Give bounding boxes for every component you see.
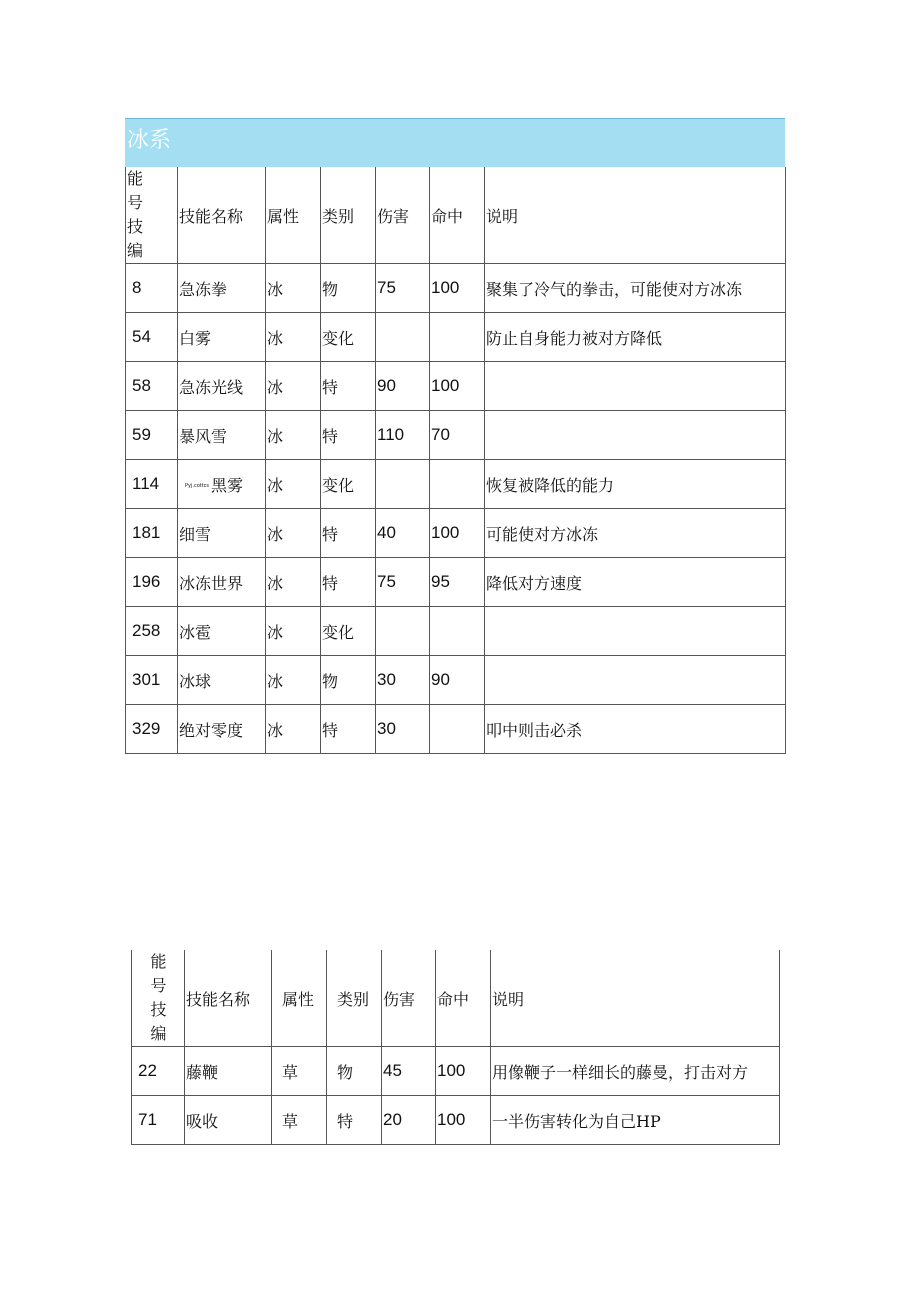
skill-category: 特 — [321, 362, 376, 411]
skill-description — [485, 656, 786, 705]
table-row — [126, 460, 786, 509]
skill-damage: 30 — [376, 705, 430, 754]
table-row — [126, 264, 786, 313]
header-description: 说明 — [491, 950, 780, 1047]
skill-damage — [376, 460, 430, 509]
skill-name: 急冻拳 — [178, 264, 266, 313]
skill-name: 冰球 — [178, 656, 266, 705]
skill-number: 71 — [132, 1096, 185, 1145]
header-attribute: 属性 — [272, 950, 327, 1047]
skill-name: 冰冻世界 — [178, 558, 266, 607]
skill-description: 一半伤害转化为自己HP — [491, 1096, 780, 1145]
skill-category: 变化 — [321, 460, 376, 509]
table-row — [126, 705, 786, 754]
skill-description — [485, 362, 786, 411]
header-skill-number: 能 号 技 编 — [126, 167, 178, 264]
skill-number: 58 — [126, 362, 178, 411]
skill-accuracy: 100 — [436, 1047, 491, 1096]
skill-name: 白雾 — [178, 313, 266, 362]
skill-attribute: 冰 — [266, 607, 321, 656]
skill-number: 196 — [126, 558, 178, 607]
header-category: 类别 — [327, 950, 382, 1047]
skill-category: 物 — [321, 656, 376, 705]
skill-accuracy: 100 — [430, 264, 485, 313]
skill-damage — [376, 313, 430, 362]
skill-accuracy — [430, 460, 485, 509]
skill-number: 54 — [126, 313, 178, 362]
skill-name: 藤鞭 — [185, 1047, 272, 1096]
skill-name-prefix: Pyj.cottcs — [185, 483, 210, 489]
skill-number: 59 — [126, 411, 178, 460]
skill-description: 用像鞭子一样细长的藤曼，打击对方 — [491, 1047, 780, 1096]
skill-attribute: 冰 — [266, 509, 321, 558]
skill-damage: 45 — [382, 1047, 436, 1096]
table-banner: 冰系 — [125, 118, 785, 167]
skill-accuracy: 100 — [430, 362, 485, 411]
skill-description: 聚集了冷气的拳击，可能使对方冰冻 — [485, 264, 786, 313]
skill-number: 114 — [126, 460, 178, 509]
skill-attribute: 草 — [272, 1047, 327, 1096]
skill-name: 暴风雪 — [178, 411, 266, 460]
skill-attribute: 冰 — [266, 264, 321, 313]
skill-attribute: 冰 — [266, 656, 321, 705]
table-row — [126, 656, 786, 705]
skill-name: 细雪 — [178, 509, 266, 558]
table-row — [132, 1096, 780, 1145]
skill-number: 258 — [126, 607, 178, 656]
skill-attribute: 冰 — [266, 558, 321, 607]
skill-accuracy: 100 — [430, 509, 485, 558]
skill-accuracy — [430, 607, 485, 656]
skill-damage: 75 — [376, 264, 430, 313]
skill-accuracy — [430, 313, 485, 362]
skill-accuracy: 95 — [430, 558, 485, 607]
skill-description: 降低对方速度 — [485, 558, 786, 607]
skill-accuracy: 100 — [436, 1096, 491, 1145]
skill-damage: 90 — [376, 362, 430, 411]
header-skill-number: 能 号 技 编 — [132, 950, 185, 1047]
skill-damage: 20 — [382, 1096, 436, 1145]
skill-damage — [376, 607, 430, 656]
table-row — [126, 607, 786, 656]
skill-attribute: 草 — [272, 1096, 327, 1145]
header-description: 说明 — [485, 167, 786, 264]
skill-table-grid — [131, 950, 780, 1145]
skill-name: 吸收 — [185, 1096, 272, 1145]
skill-number: 8 — [126, 264, 178, 313]
table-header-row — [126, 167, 786, 264]
skill-name: 急冻光线 — [178, 362, 266, 411]
skill-description: 恢复被降低的能力 — [485, 460, 786, 509]
skill-number: 329 — [126, 705, 178, 754]
skill-damage: 30 — [376, 656, 430, 705]
header-accuracy: 命中 — [436, 950, 491, 1047]
skill-description: 可能使对方冰冻 — [485, 509, 786, 558]
skill-damage: 75 — [376, 558, 430, 607]
skill-name-text: 黑雾 — [211, 475, 244, 495]
table-row — [126, 509, 786, 558]
skill-attribute: 冰 — [266, 313, 321, 362]
header-accuracy: 命中 — [430, 167, 485, 264]
skill-category: 变化 — [321, 607, 376, 656]
skill-category: 特 — [321, 411, 376, 460]
skill-description: 防止自身能力被对方降低 — [485, 313, 786, 362]
skill-name: 冰雹 — [178, 607, 266, 656]
skill-name — [178, 460, 266, 509]
skill-category: 特 — [321, 705, 376, 754]
skill-accuracy: 90 — [430, 656, 485, 705]
header-skill-name: 技能名称 — [178, 167, 266, 264]
table-row — [132, 1047, 780, 1096]
skill-attribute: 冰 — [266, 411, 321, 460]
table-row — [126, 313, 786, 362]
skill-category: 物 — [321, 264, 376, 313]
skill-number: 301 — [126, 656, 178, 705]
skill-description — [485, 411, 786, 460]
skill-number: 181 — [126, 509, 178, 558]
skill-category: 物 — [327, 1047, 382, 1096]
header-attribute: 属性 — [266, 167, 321, 264]
skill-description — [485, 607, 786, 656]
header-damage: 伤害 — [382, 950, 436, 1047]
skill-accuracy: 70 — [430, 411, 485, 460]
header-skill-name: 技能名称 — [185, 950, 272, 1047]
skill-category: 特 — [321, 509, 376, 558]
skill-attribute: 冰 — [266, 362, 321, 411]
table-row — [126, 411, 786, 460]
header-damage: 伤害 — [376, 167, 430, 264]
grass-type-skill-table — [131, 950, 779, 1145]
table-row — [126, 362, 786, 411]
skill-attribute: 冰 — [266, 460, 321, 509]
skill-table-grid — [125, 167, 786, 754]
skill-accuracy — [430, 705, 485, 754]
skill-category: 变化 — [321, 313, 376, 362]
skill-category: 特 — [327, 1096, 382, 1145]
header-category: 类别 — [321, 167, 376, 264]
skill-attribute: 冰 — [266, 705, 321, 754]
ice-type-skill-table — [125, 118, 785, 754]
skill-category: 特 — [321, 558, 376, 607]
skill-number: 22 — [132, 1047, 185, 1096]
table-row — [126, 558, 786, 607]
skill-damage: 110 — [376, 411, 430, 460]
skill-damage: 40 — [376, 509, 430, 558]
skill-name: 绝对零度 — [178, 705, 266, 754]
table-header-row — [132, 950, 780, 1047]
skill-description: 叩中则击必杀 — [485, 705, 786, 754]
